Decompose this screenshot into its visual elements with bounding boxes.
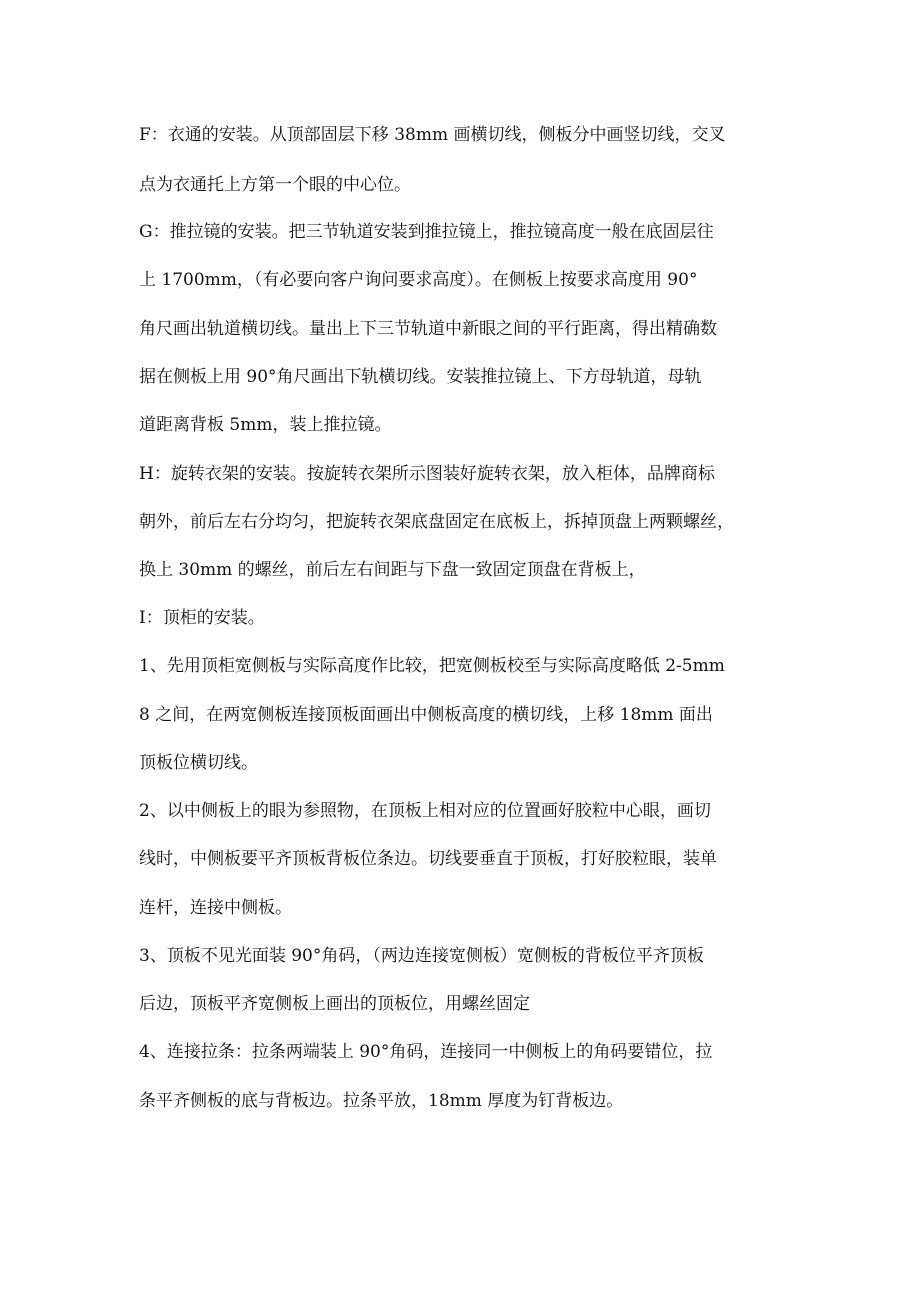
text-line: 8 之间，在两宽侧板连接顶板面画出中侧板高度的横切线，上移 18mm 面出: [139, 705, 713, 725]
text-line: 4、连接拉条：拉条两端装上 90°角码，连接同一中侧板上的角码要错位，拉: [139, 1042, 713, 1062]
text-line: 顶板位横切线。: [139, 753, 258, 773]
text-line: 连杆，连接中侧板。: [139, 898, 292, 918]
text-line: I：顶柜的安装。: [139, 608, 265, 628]
text-line: 3、顶板不见光面装 90°角码，（两边连接宽侧板）宽侧板的背板位平齐顶板: [139, 946, 704, 966]
text-line: 2、以中侧板上的眼为参照物，在顶板上相对应的位置画好胶粒中心眼，画切: [139, 801, 711, 821]
text-line: H：旋转衣架的安装。按旋转衣架所示图装好旋转衣架，放入柜体，品牌商标: [139, 464, 715, 484]
text-line: 线时，中侧板要平齐顶板背板位条边。切线要垂直于顶板，打好胶粒眼，装单: [139, 849, 717, 869]
text-line: 上 1700mm，（有必要向客户询问要求高度）。在侧板上按要求高度用 90°: [139, 270, 698, 290]
text-line: 1、先用顶柜宽侧板与实际高度作比较，把宽侧板校至与实际高度略低 2-5mm: [139, 656, 725, 676]
text-line: 角尺画出轨道横切线。量出上下三节轨道中新眼之间的平行距离，得出精确数: [139, 319, 717, 339]
text-line: F：衣通的安装。从顶部固层下移 38mm 画横切线，侧板分中画竖切线，交叉: [139, 125, 726, 145]
text-line: G：推拉镜的安装。把三节轨道安装到推拉镜上，推拉镜高度一般在底固层往: [139, 222, 714, 242]
text-line: 条平齐侧板的底与背板边。拉条平放，18mm 厚度为钉背板边。: [139, 1091, 624, 1111]
text-line: 道距离背板 5mm，装上推拉镜。: [139, 415, 392, 435]
text-line: 换上 30mm 的螺丝，前后左右间距与下盘一致固定顶盘在背板上，: [139, 560, 646, 580]
text-line: 据在侧板上用 90°角尺画出下轨横切线。安装推拉镜上、下方母轨道，母轨: [139, 367, 702, 387]
text-line: 后边，顶板平齐宽侧板上画出的顶板位，用螺丝固定: [139, 994, 530, 1014]
text-line: 朝外，前后左右分均匀，把旋转衣架底盘固定在底板上，拆掉顶盘上两颗螺丝，: [139, 512, 734, 532]
text-line: 点为衣通托上方第一个眼的中心位。: [139, 175, 411, 195]
